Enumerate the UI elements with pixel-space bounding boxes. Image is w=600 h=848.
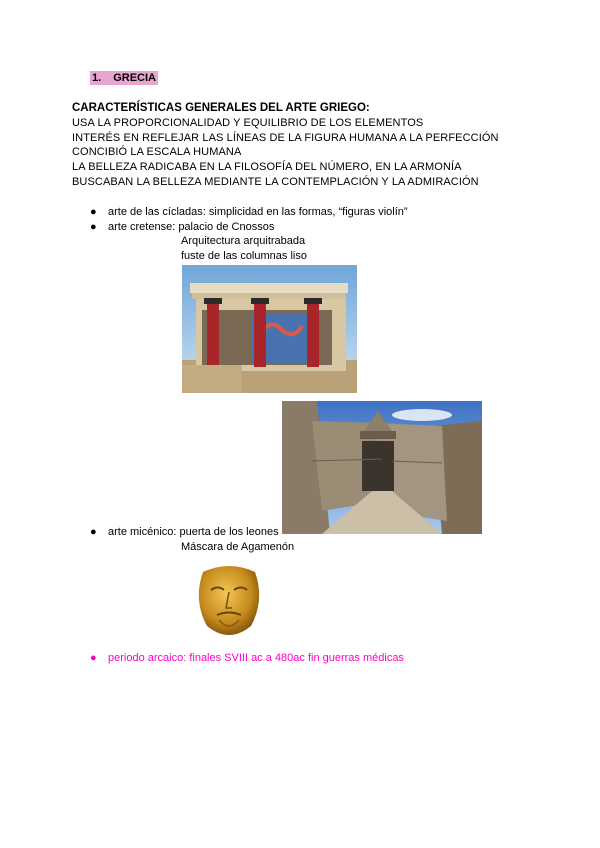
- characteristic-line: USA LA PROPORCIONALIDAD Y EQUILIBRIO DE LOS ELEMENTOS: [72, 117, 424, 129]
- lion-gate-mycenae-photo: [282, 401, 482, 534]
- bullet-item-arcaico: [90, 651, 404, 665]
- bullet-icon: ●: [90, 652, 97, 664]
- bullet-item-micenico: [90, 525, 279, 539]
- sub-line: fuste de las columnas liso: [181, 250, 307, 262]
- characteristic-line: LA BELLEZA RADICABA EN LA FILOSOFÍA DEL NÚMERO, EN LA ARMONÍA: [72, 161, 462, 173]
- palace-of-knossos-photo: [182, 265, 357, 393]
- sub-line: Máscara de Agamenón: [181, 541, 295, 553]
- bullet-icon: ●: [90, 206, 97, 218]
- section-title: GRECIA: [113, 72, 156, 84]
- bullet-text: arte micénico: puerta de los leones: [108, 526, 279, 538]
- sub-line: Arquitectura arquitrabada: [181, 235, 306, 247]
- bullet-text: arte cretense: palacio de Cnossos: [108, 221, 275, 233]
- bullet-text: periodo arcaico: finales SVIII ac a 480ac fin guerras médicas: [108, 652, 404, 664]
- section-heading: [90, 71, 158, 85]
- bullet-text: arte de las cícladas: simplicidad en las formas, “figuras violín”: [108, 206, 408, 218]
- characteristics-title: CARACTERÍSTICAS GENERALES DEL ARTE GRIEGO:: [72, 102, 370, 114]
- bullet-item-cretense: [90, 220, 274, 234]
- characteristic-line: INTERÉS EN REFLEJAR LAS LÍNEAS DE LA FIGURA HUMANA A LA PERFECCIÓN: [72, 132, 499, 144]
- section-number: 1.: [92, 72, 102, 84]
- bullet-icon: ●: [90, 221, 97, 233]
- characteristic-line: CONCIBIÓ LA ESCALA HUMANA: [72, 146, 242, 158]
- characteristic-line: BUSCABAN LA BELLEZA MEDIANTE LA CONTEMPLACIÓN Y LA ADMIRACIÓN: [72, 176, 479, 188]
- mask-of-agamemnon-photo: [193, 560, 265, 642]
- bullet-item-cicladas: [90, 205, 408, 219]
- bullet-icon: ●: [90, 526, 97, 538]
